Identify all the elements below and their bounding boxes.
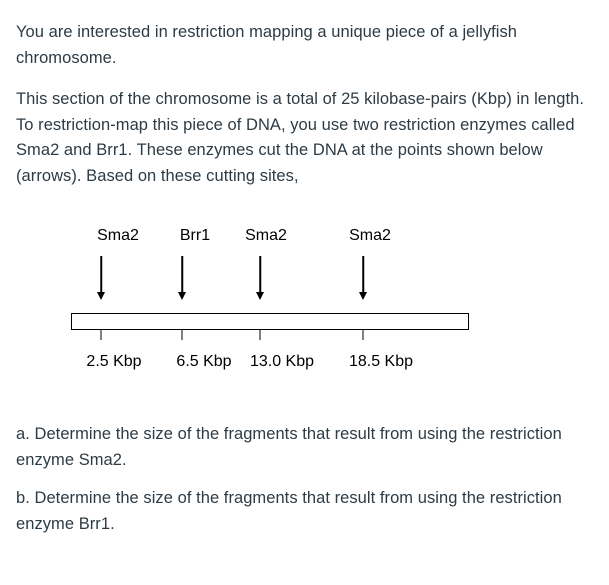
question-a: a. Determine the size of the fragments that result from using the restriction enzyme Sma2. [16, 425, 562, 469]
cut-arrow-head-2 [178, 292, 186, 300]
enzyme-label-site-3: Sma2 [245, 227, 287, 244]
position-tick-3 [260, 330, 261, 340]
position-label-3: 13.0 Kbp [249, 353, 315, 370]
intro-paragraph-1: You are interested in restriction mapping a unique piece of a jellyfish chromosome. [16, 23, 517, 67]
cut-arrow-1 [100, 256, 102, 294]
enzyme-label-site-1: Sma2 [97, 227, 139, 244]
position-label-2: 6.5 Kbp [176, 353, 232, 370]
cut-arrow-2 [181, 256, 183, 294]
cut-arrow-head-4 [359, 292, 367, 300]
position-label-4: 18.5 Kbp [348, 353, 414, 370]
question-b: b. Determine the size of the fragments that result from using the restriction enzyme Brr1. [16, 489, 562, 533]
position-tick-2 [182, 330, 183, 340]
position-tick-1 [101, 330, 102, 340]
cut-arrow-3 [259, 256, 261, 294]
position-tick-4 [363, 330, 364, 340]
dna-segment-bar [71, 313, 469, 330]
intro-paragraph-2: This section of the chromosome is a total of 25 kilobase-pairs (Kbp) in length. To restriction-map this piece of DNA, you use two restriction enzymes called Sma2 and Brr1. These enzymes cut the DNA at the points shown below (arrows). Based on these cutting sites, [16, 90, 584, 185]
enzyme-label-site-2: Brr1 [179, 227, 211, 244]
cut-arrow-head-3 [256, 292, 264, 300]
position-label-1: 2.5 Kbp [86, 353, 142, 370]
cut-arrow-4 [362, 256, 364, 294]
cut-arrow-head-1 [97, 292, 105, 300]
enzyme-label-site-4: Sma2 [349, 227, 391, 244]
